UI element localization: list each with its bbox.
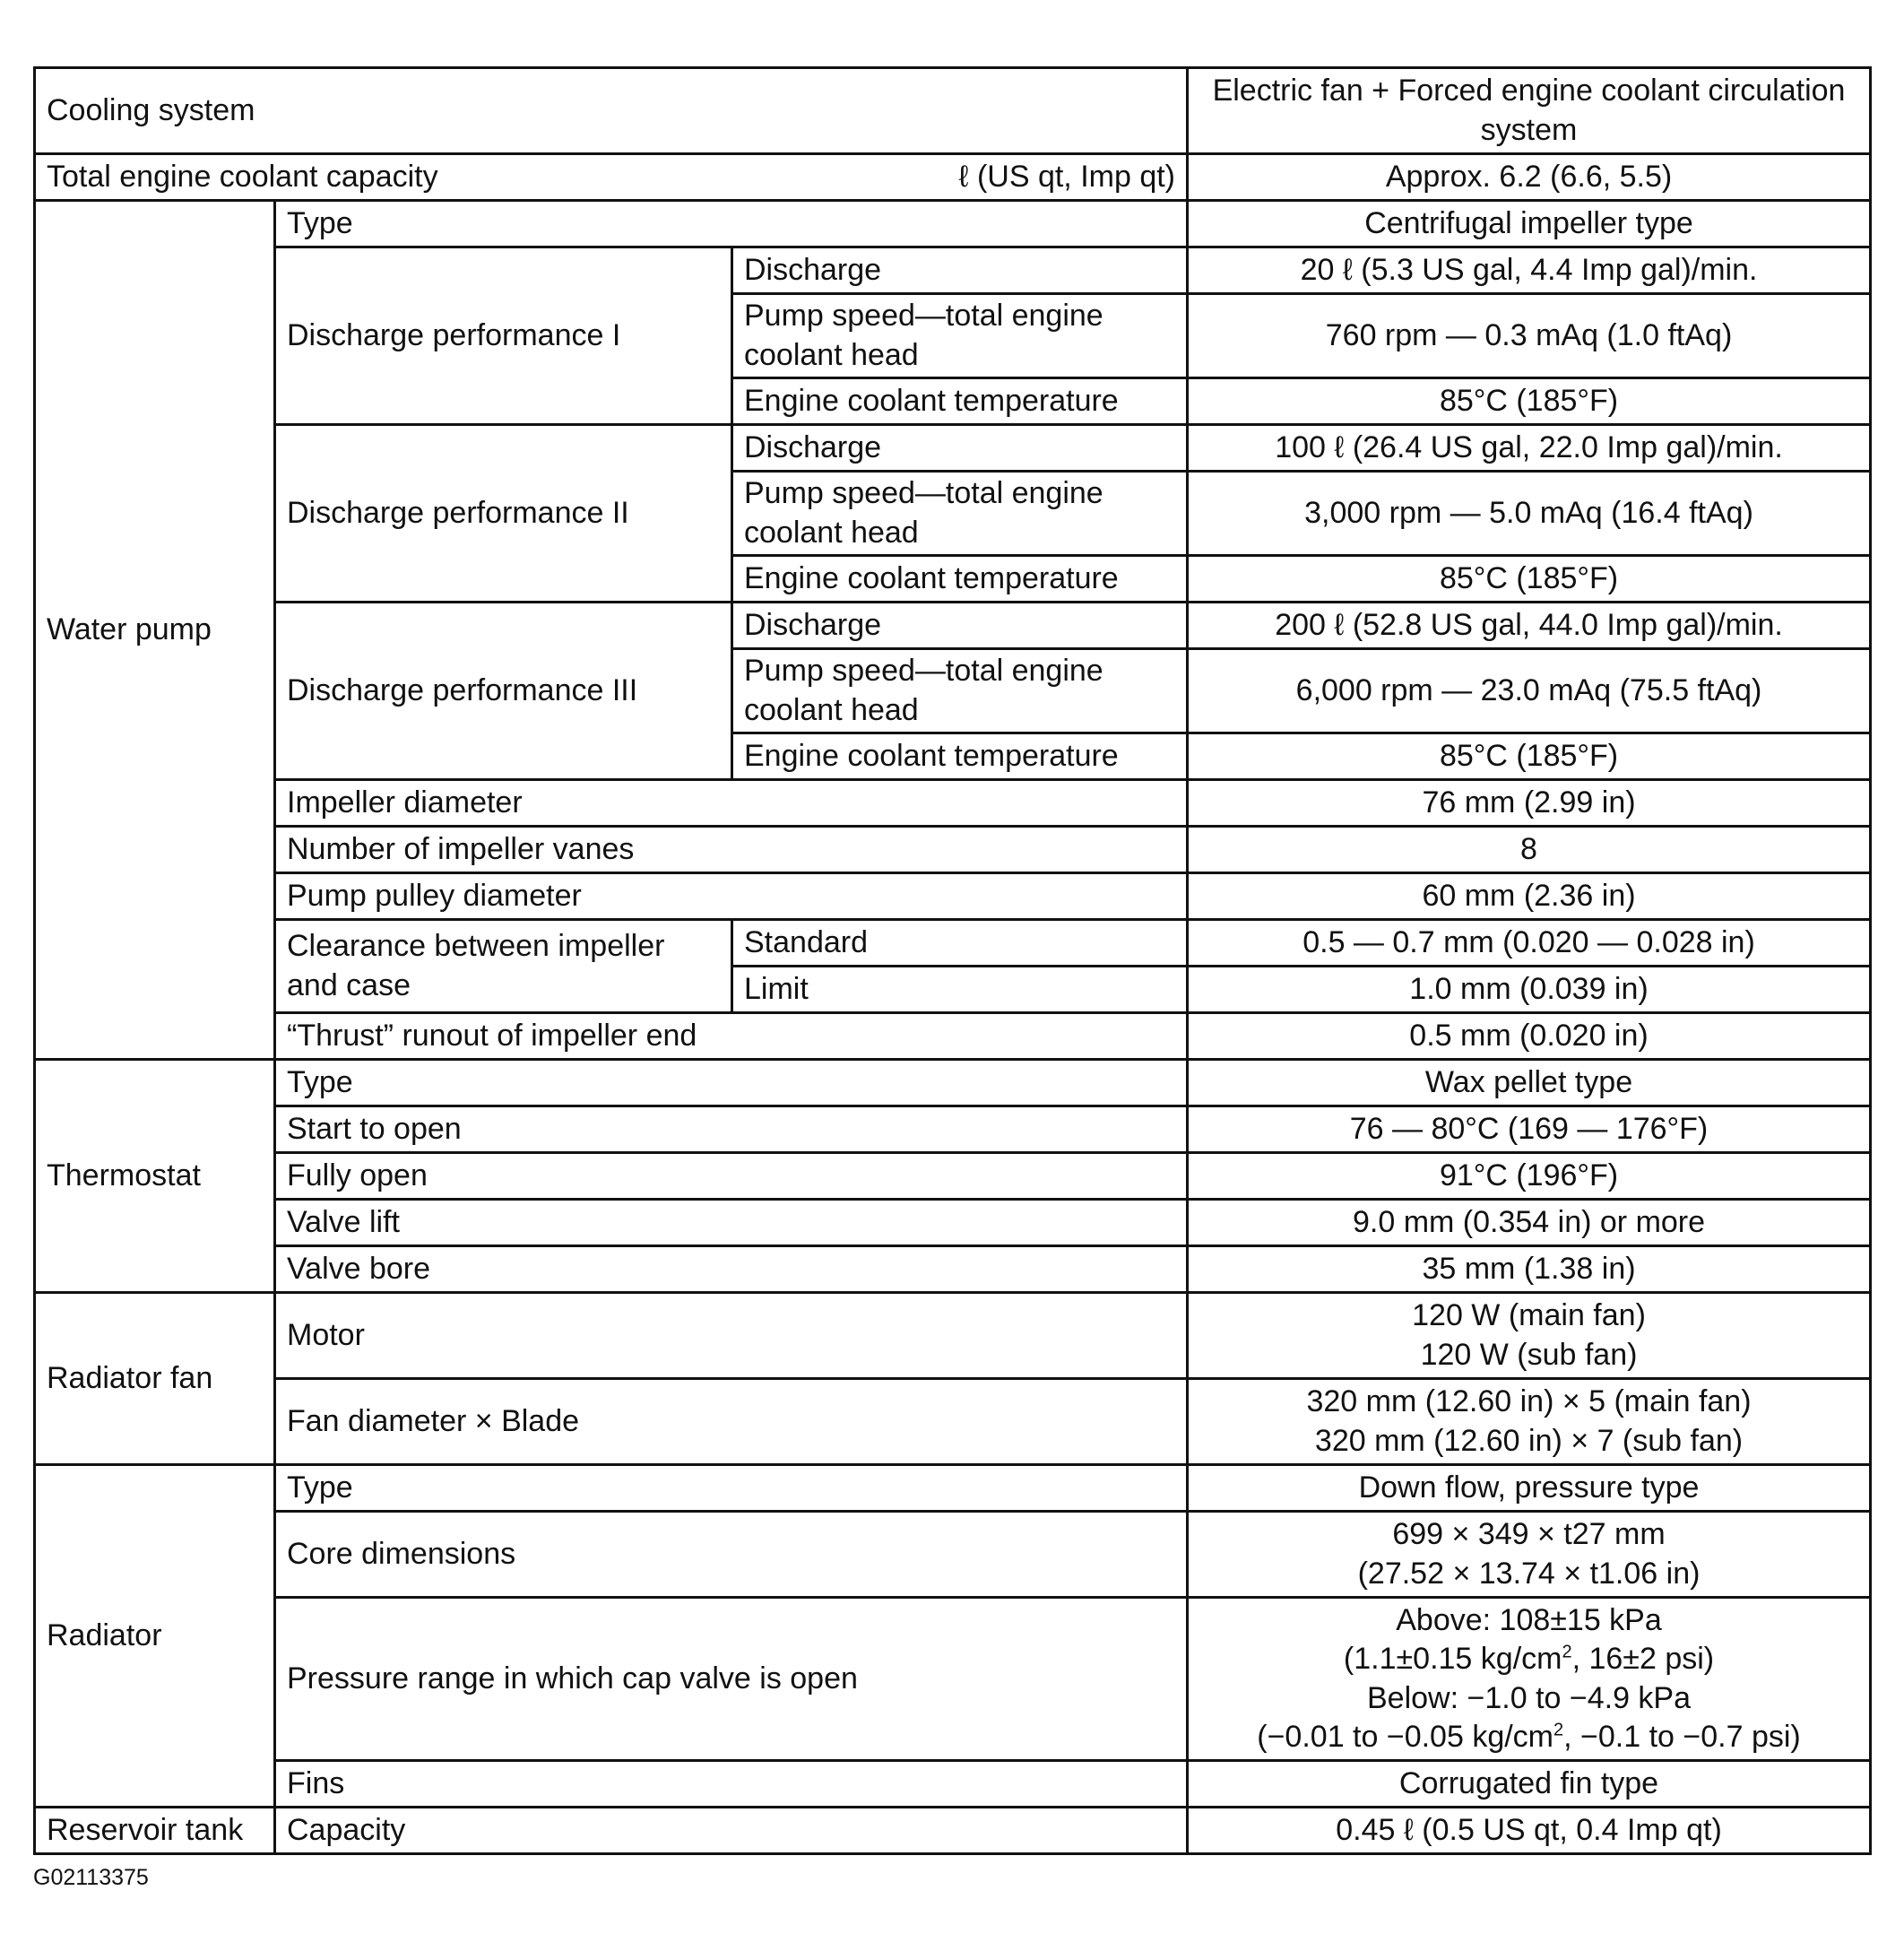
total-capacity-cell [35,154,1188,201]
pulley-diameter-label: Pump pulley diameter [275,873,1188,920]
start-to-open-label: Start to open [275,1106,1188,1153]
fan-blade-label: Fan diameter × Blade [275,1379,1188,1465]
pressure-below: Below: −1.0 to −4.9 kPa [1367,1680,1692,1715]
total-capacity-value: Approx. 6.2 (6.6, 5.5) [1188,154,1871,201]
pressure-above: Above: 108±15 kPa [1396,1602,1662,1637]
coolant-temp-label: Engine coolant temperature [732,556,1188,603]
table-row [35,920,1871,967]
thrust-runout-label: “Thrust” runout of impeller end [275,1013,1188,1060]
pressure-above-conv-b: , 16±2 psi) [1571,1642,1715,1677]
limit-label: Limit [732,967,1188,1013]
fan-motor-main: 120 W (main fan) [1412,1298,1646,1333]
table-row [35,1013,1871,1060]
pump-speed-value: 3,000 rpm — 5.0 mAq (16.4 ftAq) [1188,472,1871,556]
thermostat-type-label: Type [275,1060,1188,1106]
limit-value: 1.0 mm (0.039 in) [1188,967,1871,1013]
fan-motor-value [1188,1293,1871,1379]
table-row [35,827,1871,873]
pressure-above-conv-a: (1.1±0.15 kg/cm [1343,1642,1562,1677]
cooling-spec-table [33,66,1872,1855]
table-row [35,1465,1871,1512]
reservoir-tank-label: Reservoir tank [35,1808,275,1854]
table-row [35,154,1871,201]
radiator-type-value: Down flow, pressure type [1188,1465,1871,1512]
superscript: 2 [1553,1720,1564,1740]
table-row [35,201,1871,247]
table-row [35,1200,1871,1246]
table-row [35,1512,1871,1598]
valve-bore-label: Valve bore [275,1246,1188,1293]
pressure-below-conv-b: , −0.1 to −0.7 psi) [1563,1720,1801,1755]
table-row [35,1379,1871,1465]
table-row [35,873,1871,920]
table-row [35,247,1871,294]
cooling-system-label: Cooling system [35,68,1188,154]
pressure-below-conversion [1199,1718,1858,1757]
thrust-runout-value: 0.5 mm (0.020 in) [1188,1013,1871,1060]
table-row [35,1153,1871,1200]
pressure-above-conversion [1199,1640,1858,1679]
coolant-temp-value: 85°C (185°F) [1188,378,1871,425]
fully-open-label: Fully open [275,1153,1188,1200]
table-row [35,1106,1871,1153]
radiator-label: Radiator [35,1465,275,1808]
fully-open-value: 91°C (196°F) [1188,1153,1871,1200]
standard-label: Standard [732,920,1188,967]
table-row [35,780,1871,827]
valve-bore-value: 35 mm (1.38 in) [1188,1246,1871,1293]
pump-speed-label: Pump speed—total engine coolant head [732,649,1188,733]
fins-value: Corrugated fin type [1188,1761,1871,1808]
start-to-open-value: 76 — 80°C (169 — 176°F) [1188,1106,1871,1153]
core-dimensions-label: Core dimensions [275,1512,1188,1598]
coolant-temp-value: 85°C (185°F) [1188,556,1871,603]
fan-motor-label: Motor [275,1293,1188,1379]
fan-motor-sub: 120 W (sub fan) [1420,1337,1638,1372]
pump-speed-label: Pump speed—total engine coolant head [732,294,1188,378]
impeller-vanes-value: 8 [1188,827,1871,873]
table-row [35,1293,1871,1379]
thermostat-type-value: Wax pellet type [1188,1060,1871,1106]
coolant-temp-label: Engine coolant temperature [732,733,1188,780]
cap-pressure-label: Pressure range in which cap valve is open [275,1598,1188,1761]
figure-code: G02113375 [33,1865,149,1890]
performance-1-label: Discharge performance I [275,247,732,425]
thermostat-label: Thermostat [35,1060,275,1293]
fan-blade-value [1188,1379,1871,1465]
reservoir-capacity-value: 0.45 ℓ (0.5 US qt, 0.4 Imp qt) [1188,1808,1871,1854]
impeller-diameter-label: Impeller diameter [275,780,1188,827]
water-pump-label: Water pump [35,201,275,1060]
coolant-temp-value: 85°C (185°F) [1188,733,1871,780]
discharge-value: 100 ℓ (26.4 US gal, 22.0 Imp gal)/min. [1188,425,1871,472]
table-row [35,1808,1871,1854]
discharge-label: Discharge [732,603,1188,649]
cooling-system-value: Electric fan + Forced engine coolant circulation system [1188,68,1871,154]
table-row [35,1761,1871,1808]
total-capacity-unit: ℓ (US qt, Imp qt) [958,159,1176,194]
impeller-diameter-value: 76 mm (2.99 in) [1188,780,1871,827]
performance-2-label: Discharge performance II [275,425,732,603]
fins-label: Fins [275,1761,1188,1808]
valve-lift-label: Valve lift [275,1200,1188,1246]
table-row [35,425,1871,472]
water-pump-type-label: Type [275,201,1188,247]
table-row [35,1598,1871,1761]
table-row [35,1060,1871,1106]
superscript: 2 [1562,1642,1572,1662]
pump-speed-value: 6,000 rpm — 23.0 mAq (75.5 ftAq) [1188,649,1871,733]
table-row [35,1246,1871,1293]
impeller-vanes-label: Number of impeller vanes [275,827,1188,873]
fan-blade-sub: 320 mm (12.60 in) × 7 (sub fan) [1314,1423,1744,1458]
total-capacity-label: Total engine coolant capacity [47,159,438,194]
core-dimensions-in: (27.52 × 13.74 × t1.06 in) [1357,1556,1701,1591]
standard-value: 0.5 — 0.7 mm (0.020 — 0.028 in) [1188,920,1871,967]
coolant-temp-label: Engine coolant temperature [732,378,1188,425]
table-row [35,603,1871,649]
pulley-diameter-value: 60 mm (2.36 in) [1188,873,1871,920]
cap-pressure-value [1188,1598,1871,1761]
pressure-below-conv-a: (−0.01 to −0.05 kg/cm [1257,1720,1554,1755]
discharge-label: Discharge [732,247,1188,294]
clearance-label: Clearance between impeller and case [275,920,732,1013]
pump-speed-value: 760 rpm — 0.3 mAq (1.0 ftAq) [1188,294,1871,378]
core-dimensions-value [1188,1512,1871,1598]
water-pump-type-value: Centrifugal impeller type [1188,201,1871,247]
pump-speed-label: Pump speed—total engine coolant head [732,472,1188,556]
performance-3-label: Discharge performance III [275,603,732,780]
discharge-label: Discharge [732,425,1188,472]
fan-blade-main: 320 mm (12.60 in) × 5 (main fan) [1306,1384,1752,1419]
valve-lift-value: 9.0 mm (0.354 in) or more [1188,1200,1871,1246]
reservoir-capacity-label: Capacity [275,1808,1188,1854]
table-row [35,68,1871,154]
core-dimensions-mm: 699 × 349 × t27 mm [1392,1517,1666,1552]
discharge-value: 200 ℓ (52.8 US gal, 44.0 Imp gal)/min. [1188,603,1871,649]
discharge-value: 20 ℓ (5.3 US gal, 4.4 Imp gal)/min. [1188,247,1871,294]
radiator-fan-label: Radiator fan [35,1293,275,1465]
radiator-type-label: Type [275,1465,1188,1512]
